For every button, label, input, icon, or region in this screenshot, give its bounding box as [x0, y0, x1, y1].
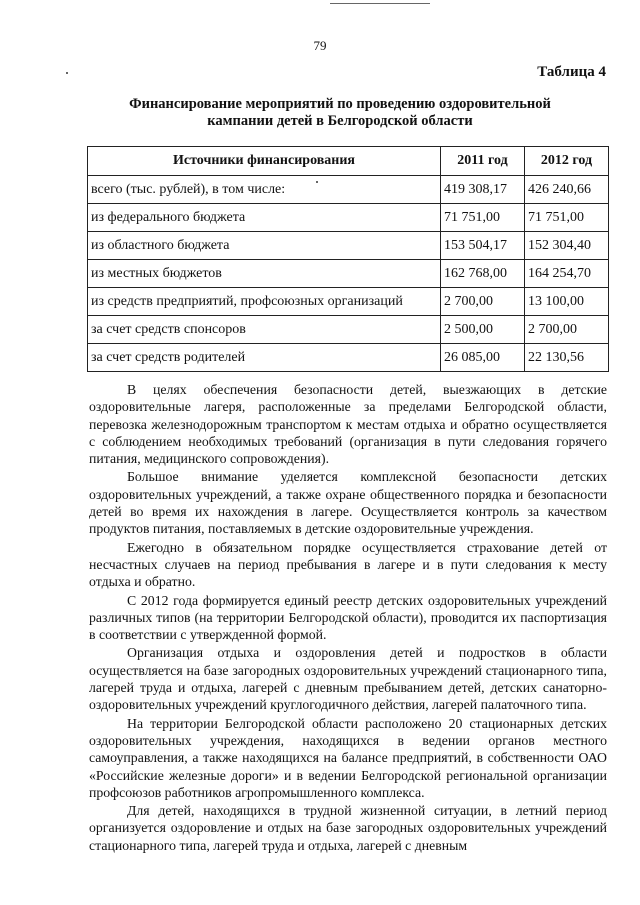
table-row: [88, 260, 609, 288]
paragraph: В целях обеспечения безопасности детей, выезжающих в детские оздоровительные лагеря, расположенные за пределами Белгородской области, перевозка железнодорожным транспортом к местам отдыха и обратно осуществляется с соблюдением необходимых требований (организация в пути следования горячего питания, медицинского сопровождения).: [89, 382, 607, 467]
cell-2011: 162 768,00: [441, 260, 525, 288]
table-row: [88, 176, 609, 204]
page-number: 79: [313, 38, 327, 53]
cell-2011: 2 500,00: [441, 316, 525, 344]
financing-table: [87, 146, 609, 372]
cell-source: за счет средств спонсоров: [88, 316, 441, 344]
table-header-row: [88, 147, 609, 176]
table-title: Финансирование мероприятий по проведению оздоровительной кампании детей в Белгородской области: [129, 96, 551, 129]
cell-2012: 164 254,70: [525, 260, 609, 288]
cell-2012: 426 240,66: [525, 176, 609, 204]
table-row: [88, 288, 609, 316]
scan-artifact-dot: [66, 72, 68, 74]
paragraph: Для детей, находящихся в трудной жизненной ситуации, в летний период организуется оздоровление и отдых на базе загородных оздоровительных учреждений стационарного типа, лагерей труда и отдыха, лагерей с дневным: [89, 803, 607, 853]
cell-2011: 26 085,00: [441, 344, 525, 372]
cell-source: всего (тыс. рублей), в том числе:: [88, 176, 441, 204]
paragraph: Большое внимание уделяется комплексной безопасности детских оздоровительных учреждений, а также охране общественного порядка и безопасности детей во время их нахождения в лагере. Осуществляется контроль за качеством продуктов питания, поставляемых в детские оздоровительные учреждения.: [89, 469, 607, 537]
cell-2011: 153 504,17: [441, 232, 525, 260]
cell-source: из федерального бюджета: [88, 204, 441, 232]
paragraph: На территории Белгородской области расположено 20 стационарных детских оздоровительных учреждения, находящихся в ведении органов местного самоуправления, а также находящихся на балансе предприятий, в собственности ОАО «Российские железные дороги» и в ведении Белгородской региональной организации профсоюзов работников агропромышленного комплекса.: [89, 715, 607, 800]
table-row: [88, 316, 609, 344]
cell-2011: 71 751,00: [441, 204, 525, 232]
cell-2012: 2 700,00: [525, 316, 609, 344]
header-sources: Источники финансирования: [88, 147, 441, 176]
cell-2012: 13 100,00: [525, 288, 609, 316]
paragraph: Организация отдыха и оздоровления детей и подростков в области осуществляется на базе загородных оздоровительных учреждений стационарного типа, лагерей труда и отдыха, лагерей с дневным пребыванием детей, детских санаторно-оздоровительных учреждений круглогодичного действия, лагерей палаточного типа.: [89, 645, 607, 713]
table-row: [88, 232, 609, 260]
cell-source: из средств предприятий, профсоюзных организаций: [88, 288, 441, 316]
cell-source: из местных бюджетов: [88, 260, 441, 288]
body-text: [89, 381, 607, 854]
cell-2012: 152 304,40: [525, 232, 609, 260]
paragraph: Ежегодно в обязательном порядке осуществляется страхование детей от несчастных случаев на период пребывания в лагере и в пути следования к месту отдыха и обратно.: [89, 539, 607, 590]
header-2012: 2012 год: [525, 147, 609, 176]
cell-source: из областного бюджета: [88, 232, 441, 260]
table-row: [88, 344, 609, 372]
cell-2012: 22 130,56: [525, 344, 609, 372]
scan-artifact-line: [330, 3, 430, 4]
table-row: [88, 204, 609, 232]
cell-2012: 71 751,00: [525, 204, 609, 232]
cell-2011: 419 308,17: [441, 176, 525, 204]
table-label: Таблица 4: [537, 64, 606, 80]
cell-2011: 2 700,00: [441, 288, 525, 316]
header-2011: 2011 год: [441, 147, 525, 176]
paragraph: С 2012 года формируется единый реестр детских оздоровительных учреждений различных типов (на территории Белгородской области), проводится их паспортизация в соответствии с утвержденной формой.: [89, 592, 607, 643]
cell-source: за счет средств родителей: [88, 344, 441, 372]
